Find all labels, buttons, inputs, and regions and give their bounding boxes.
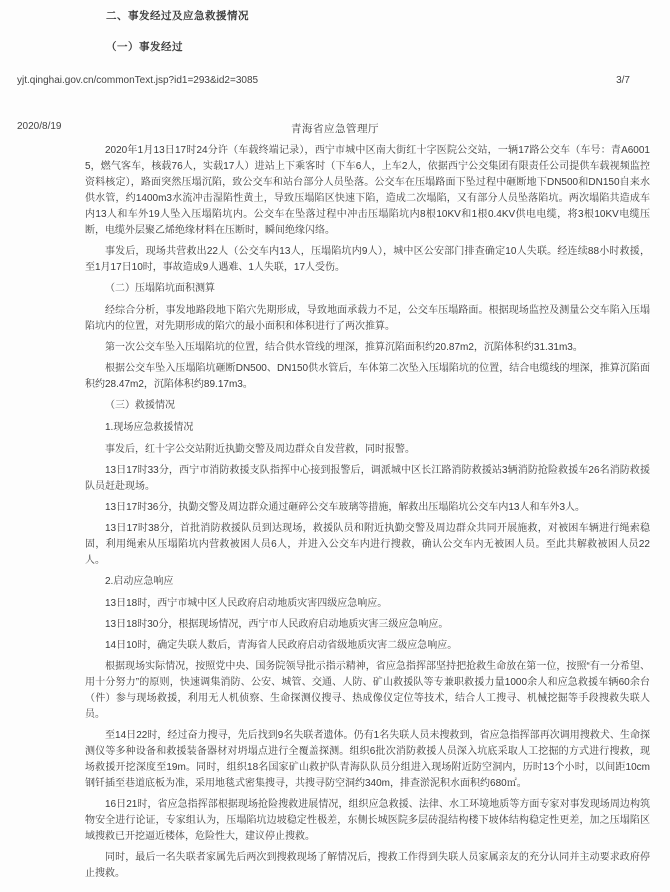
paragraph-second-calc: 根据公交车坠入压塌陷坑砸断DN500、DN150供水管后，车体第二次坠入压塌陷坑的位置，结合电缆线的埋深，推算沉陷面积约28.47m2，沉陷体积约89.17m3。	[85, 363, 650, 390]
subsection-heading: （一）事发经过	[106, 41, 183, 53]
page-number: 3/7	[616, 75, 630, 86]
paragraph-casualties: 事发后，现场共营救出22人（公交车内13人，压塌陷坑内9人），城中区公安部门排查确定10人失联。经连续88小时救援，至1月17日10时，事故造成9人遇难、1人失联，17人受伤。	[85, 246, 650, 273]
paragraph-search: 至14日22时，经过奋力搜寻，先后找到9名失联者遗体。仍有1名失联人员未搜救到，省应急指挥部再次调用搜救犬、生命探测仪等多种设备和救援装备器材对坍塌点进行全覆盖探测。组织6批次消防救援人员深入坑底采取人工挖掘的方式进行搜救，现场救援开挖深度至19m。同时，组织18名国家矿山救护队青海队队员分组进入现场附近防空洞内，历时13个小时，以间距10cm钢钎插至巷道底板为准，采用地毯式密集搜寻，共搜寻防空洞约340m，排查淤泥积水面积约680㎡。	[85, 730, 650, 789]
page3-tail	[0, 0, 670, 54]
paragraph-1738: 13日17时38分，首批消防救援队员到达现场，救援队员和附近执勤交警及周边群众共同开展施救，对被困车辆进行绳索稳固，利用绳索从压塌陷坑内营救被困人员6人，并进入公交车内进行搜救，确认公交车内无被困人员。至此共解救被困人员22人。	[85, 523, 650, 566]
paragraph-analysis: 经综合分析，事发地路段地下陷穴先期形成，导致地面承载力不足，公交车压塌路面。根据现场监控及测量公交车陷入压塌陷坑内的位置，对先期形成的陷穴的最小面积和体积进行了两次推算。	[85, 305, 650, 332]
paragraph-level3: 13日18时30分，根据现场情况，西宁市人民政府启动地质灾害三级应急响应。	[105, 619, 449, 630]
section-heading: 二、事发经过及应急救援情况	[106, 10, 249, 22]
subsection-heading-rescue: （三）救援情况	[105, 400, 175, 411]
page3-footer	[0, 75, 670, 86]
page-url: yjt.qinghai.gov.cn/commonText.jsp?id1=293&id2=3085	[17, 75, 259, 86]
paragraph-forces: 根据现场实际情况，按照党中央、国务院领导批示指示精神，省应急指挥部坚持把抢救生命放在第一位，按照“有一分希望、用十分努力”的原则，快速调集消防、公安、城管、交通、人防、矿山救援队等专兼职救援力量1000余人和应急救援车辆60余台（件）参与现场救援，利用无人机侦察、生命探测仪搜寻、热成像仪定位等技术，结合人工搜寻、机械挖掘等手段搜救失联人员。	[85, 661, 650, 720]
page4-body	[0, 135, 670, 882]
subsection-heading-area-calc: （二）压塌陷坑面积测算	[105, 283, 215, 294]
subheading-emergency-response: 2.启动应急响应	[105, 576, 174, 587]
paragraph-experts: 16日21时，省应急指挥部根据现场抢险搜救进展情况，组织应急救援、法律、水工环境地质等方面专家对事发现场周边构筑物安全进行论证，专家组认为，压塌陷坑边坡稳定性极差，东侧长城医院多层砖混结构楼下坡体结构稳定性更差，加之压塌陷区域搜救已开挖逼近楼体，危险性大，建议停止搜救。	[85, 799, 650, 842]
page4-header	[0, 121, 670, 135]
paragraph-level4: 13日18时，西宁市城中区人民政府启动地质灾害四级应急响应。	[105, 598, 388, 609]
paragraph-1733: 13日17时33分，西宁市消防救援支队指挥中心接到报警后，调派城中区长江路消防救援站3辆消防抢险救援车26名消防救援队员赶赴现场。	[85, 465, 650, 492]
subheading-onsite-rescue: 1.现场应急救援情况	[105, 422, 194, 433]
paragraph-first-calc: 第一次公交车坠入压塌陷坑的位置，结合供水管线的埋深，推算沉陷面积约20.87m2，沉陷体积约31.31m3。	[105, 342, 583, 353]
paragraph-1736: 13日17时36分，执勤交警及周边群众通过砸碎公交车玻璃等措施，解救出压塌陷坑公交车内13人和车外3人。	[105, 502, 586, 513]
print-date: 2020/8/19	[17, 121, 62, 132]
doc-title: 青海省应急管理厅	[291, 123, 379, 135]
paragraph-incident: 2020年1月13日17时24分许（车载终端记录），西宁市城中区南大街红十字医院公交站，一辆17路公交车（车号：青A60015，燃气客车，核载76人，实载17人）进站上下乘客时（下车6人，上车2人，依据西宁公交集团有限责任公司提供车载视频监控资料核定），路面突然压塌沉陷，致公交车和站台部分人员坠落。公交车在压塌路面下坠过程中砸断地下DN500和DN150自来水供水管，约1400m3水流冲击湿陷性黄土，导致压塌陷区快速下陷，造成二次塌陷，又有部分人员坠落陷坑。两次塌陷共造成车内13人和车外19人坠入压塌陷坑内。公交车在坠落过程中冲击压塌陷坑内8根10KV和1根0.4KV供电电缆，将3根10KV电缆压断，电缆外层聚乙烯绝缘材料在压断时，瞬间绝缘闪络。	[85, 145, 650, 236]
paragraph-family: 同时，最后一名失联者家属先后两次到搜救现场了解情况后，搜救工作得到失联人员家属亲友的充分认同并主动要求政府停止搜救。	[85, 852, 650, 879]
paragraph-first-response: 事发后，红十字公交站附近执勤交警及周边群众自发营救，同时报警。	[105, 444, 415, 455]
paragraph-level2: 14日10时，确定失联人数后，青海省人民政府启动省级地质灾害二级应急响应。	[105, 640, 458, 651]
